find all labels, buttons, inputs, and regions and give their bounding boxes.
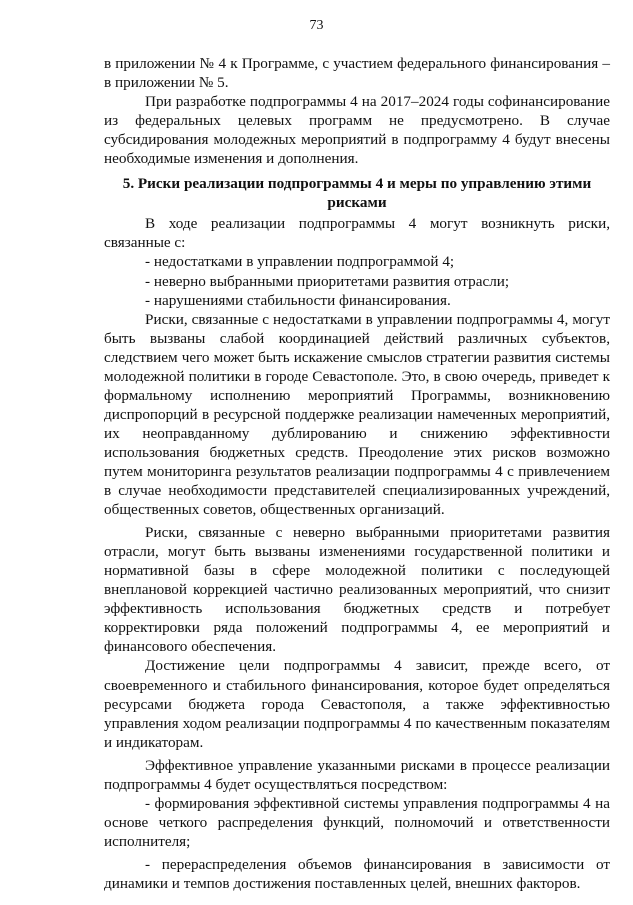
page-number: 73 bbox=[309, 18, 324, 33]
section-heading: 5. Риски реализации подпрограммы 4 и меры по управлению этими рисками bbox=[122, 175, 592, 212]
list-item-stability: - нарушениями стабильности финансирования. bbox=[145, 291, 451, 309]
list-item-management-system: - формирования эффективной системы управления подпрограммы 4 на основе четкого распределения функций, полномочий и ответственности исполнителя; bbox=[104, 794, 610, 850]
page-body bbox=[104, 54, 610, 893]
list-item-management: - недостатками в управлении подпрограммой 4; bbox=[145, 253, 455, 271]
paragraph-effective-management: Эффективное управление указанными рисками в процессе реализации подпрограммы 4 будет осуществляться посредством: bbox=[104, 756, 610, 793]
list-item-priorities: - неверно выбранными приоритетами развития отрасли; bbox=[145, 272, 510, 290]
list-item-redistribution: - перераспределения объемов финансирования в зависимости от динамики и темпов достижения поставленных целей, внешних факторов. bbox=[104, 855, 610, 892]
paragraph-priority-risks: Риски, связанные с неверно выбранными приоритетами развития отрасли, могут быть вызваны изменениями государственной политики и нормативной базы в сфере молодежной политики с последующей внеплановой коррекцией частично реализованных мероприятий, что снизит эффективность использования бюджетных средств и потребует корректировки ряда положений подпрограммы 4, ее мероприятий и финансового обеспечения. bbox=[104, 524, 610, 656]
paragraph-management-risks: Риски, связанные с недостатками в управлении подпрограммы 4, могут быть вызваны слабой координацией действий различных субъектов, следствием чего может быть искажение смыслов стратегии развития системы молодежной политики в городе Севастополе. Это, в свою очередь, приведет к формальному исполнению мероприятий Программы, возникновению диспропорций в ресурсной поддержке реализации намеченных мероприятий, их неоправданному дублированию и снижению эффективности использования бюджетных средств. Преодоление этих рисков возможно путем мониторинга результатов реализации подпрограммы 4 с привлечением в случае необходимости представителей специализированных учреждений, общественных советов, общественных организаций. bbox=[104, 310, 610, 519]
paragraph-cofinancing: При разработке подпрограммы 4 на 2017–2024 годы софинансирование из федеральных целевых программ не предусмотрено. В случае субсидирования молодежных мероприятий в подпрограмму 4 будут внесены необходимые изменения и дополнения. bbox=[104, 93, 610, 168]
paragraph-risks-intro: В ходе реализации подпрограммы 4 могут возникнуть риски, связанные с: bbox=[104, 215, 610, 252]
paragraph-goal-achievement: Достижение цели подпрограммы 4 зависит, прежде всего, от своевременного и стабильного финансирования, которое будет определяться ресурсами бюджета города Севастополя, а также эффективностью управления ходом реализации подпрограммы 4 по качественным показателям и индикаторам. bbox=[104, 657, 610, 751]
paragraph-continuation: в приложении № 4 к Программе, с участием федерального финансирования – в приложении № 5. bbox=[104, 55, 610, 92]
